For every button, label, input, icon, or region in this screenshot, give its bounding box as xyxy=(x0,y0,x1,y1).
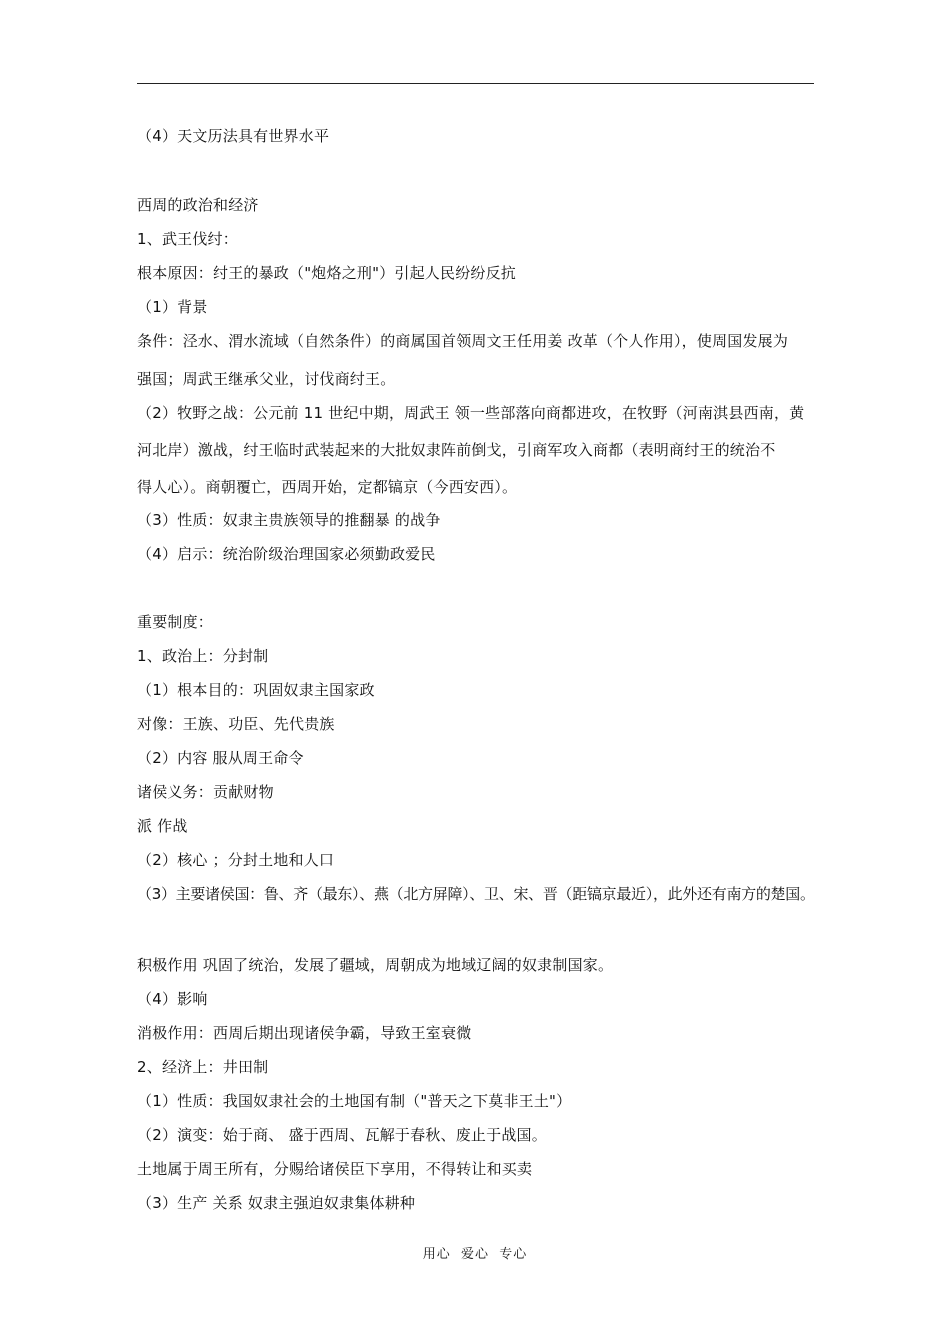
text-line: 诸侯义务：贡献财物 xyxy=(137,783,274,801)
text-line: （4）影响 xyxy=(137,990,208,1008)
text-line: 强国；周武王继承父业，讨伐商纣王。 xyxy=(137,370,396,388)
text-line: （1）根本目的：巩固奴隶主国家政 xyxy=(137,681,375,699)
section-title: 西周的政治和经济 xyxy=(137,196,259,214)
text-line: （2）核心 ；分封土地和人口 xyxy=(137,851,335,869)
text-line: 得人心）。商朝覆亡，西周开始，定都镐京（今西安西）。 xyxy=(137,478,518,496)
text-line: 河北岸）激战，纣王临时武装起来的大批奴隶阵前倒戈，引商军攻入商都（表明商纣王的统治不 xyxy=(137,441,776,459)
text-line: （2）内容 服从周王命令 xyxy=(137,749,304,767)
text-line: （1）背景 xyxy=(137,298,208,316)
text-line: 根本原因：纣王的暴政（"炮烙之刑"）引起人民纷纷反抗 xyxy=(137,264,517,282)
text-line: （2）演变：始于商、 盛于西周、瓦解于春秋、废止于战国。 xyxy=(137,1126,547,1144)
text-line: 对像：王族、功臣、先代贵族 xyxy=(137,715,335,733)
text-line: 消极作用：西周后期出现诸侯争霸，导致王室衰微 xyxy=(137,1024,472,1042)
text-line: 派 作战 xyxy=(137,817,188,835)
text-line: 积极作用 巩固了统治，发展了疆域，周朝成为地域辽阔的奴隶制国家。 xyxy=(137,956,614,974)
text-line: （2）牧野之战：公元前 11 世纪中期，周武王 领一些部落向商都进攻，在牧野（河南淇县西南，黄 xyxy=(137,404,805,422)
text-line: 条件：泾水、渭水流域（自然条件）的商属国首领周文王任用姜 改革（个人作用），使周国发展为 xyxy=(137,332,789,350)
text-line: （4）天文历法具有世界水平 xyxy=(137,127,330,145)
header-rule xyxy=(137,83,814,84)
text-line: （3）生产 关系 奴隶主强迫奴隶集体耕种 xyxy=(137,1194,416,1212)
text-line: 1、政治上：分封制 xyxy=(137,647,269,665)
page-footer: 用心 爱心 专心 xyxy=(422,1247,528,1262)
text-line: （3）主要诸侯国：鲁、齐（最东）、燕（北方屏障）、卫、宋、晋（距镐京最近），此外还有南方的楚国。 xyxy=(137,885,815,903)
text-line: 土地属于周王所有，分赐给诸侯臣下享用，不得转让和买卖 xyxy=(137,1160,533,1178)
text-line: （4）启示：统治阶级治理国家必须勤政爱民 xyxy=(137,545,436,563)
text-line: （3）性质：奴隶主贵族领导的推翻暴 的战争 xyxy=(137,511,441,529)
text-line: 2、经济上：井田制 xyxy=(137,1058,269,1076)
text-line: 1、武王伐纣： xyxy=(137,230,238,248)
section-title: 重要制度： xyxy=(137,613,214,631)
text-line: （1）性质：我国奴隶社会的土地国有制（"普天之下莫非王土"） xyxy=(137,1092,572,1110)
